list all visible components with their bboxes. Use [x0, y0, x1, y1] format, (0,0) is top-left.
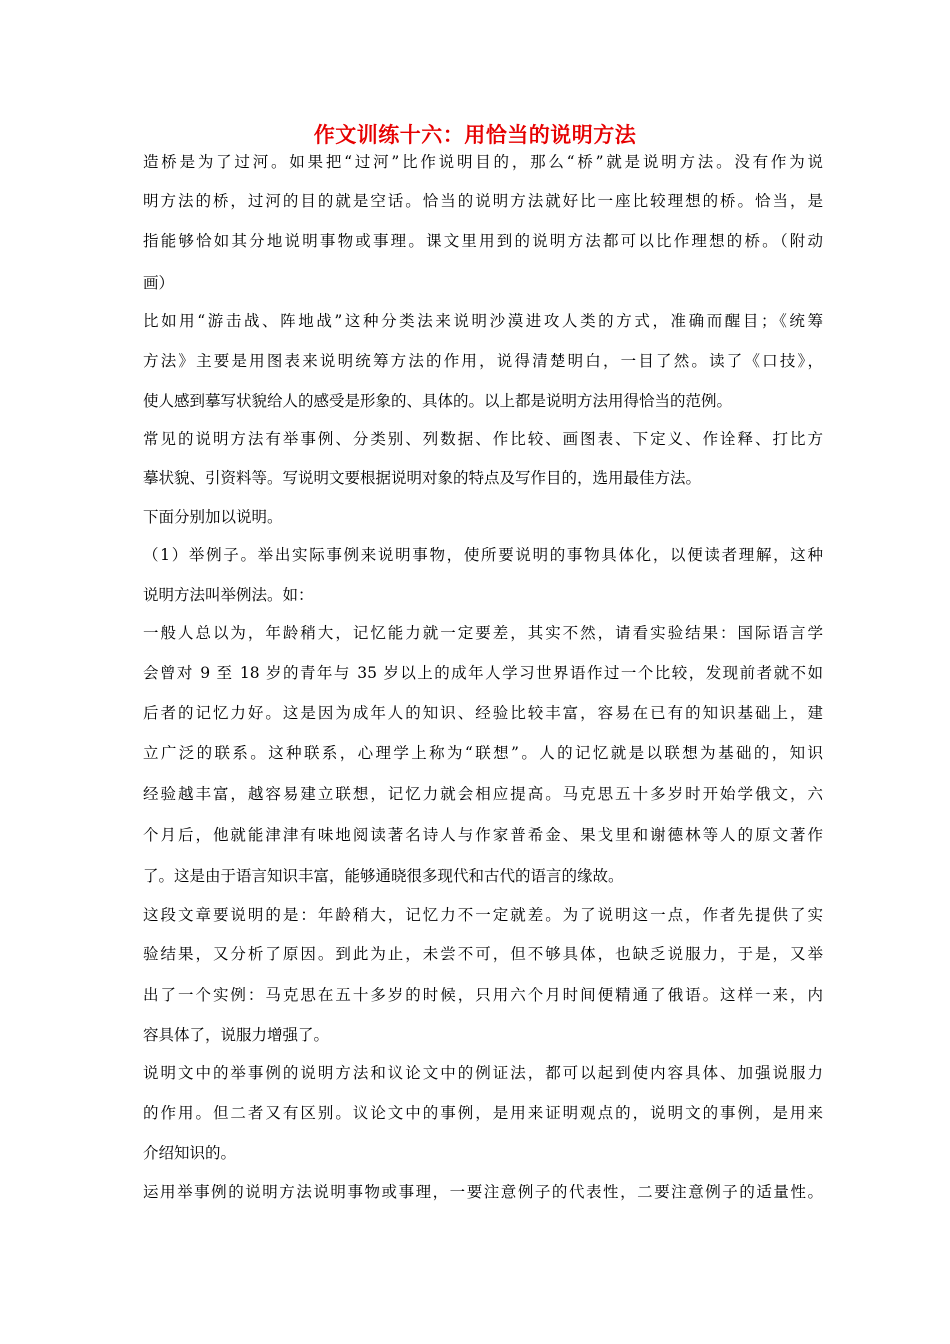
body-line: 指能够恰如其分地说明事物或事理。课文里用到的说明方法都可以比作理想的桥。（附动 — [143, 232, 823, 250]
body-line: 立广泛的联系。这种联系，心理学上称为“联想”。人的记忆就是以联想为基础的，知识 — [143, 744, 823, 762]
body-line: 画） — [143, 274, 175, 292]
body-line: 介绍知识的。 — [143, 1144, 237, 1162]
body-line: 验结果，又分析了原因。到此为止，未尝不可，但不够具体，也缺乏说服力，于是，又举 — [143, 945, 823, 963]
body-line: 经验越丰富，越容易建立联想，记忆力就会相应提高。马克思五十多岁时开始学俄文，六 — [143, 785, 823, 803]
body-line: 后者的记忆力好。这是因为成年人的知识、经验比较丰富，容易在已有的知识基础上，建 — [143, 704, 823, 722]
body-line: 使人感到摹写状貌给人的感受是形象的、具体的。以上都是说明方法用得恰当的范例。 — [143, 392, 733, 410]
body-line: 这段文章要说明的是：年龄稍大，记忆力不一定就差。为了说明这一点，作者先提供了实 — [143, 906, 823, 924]
body-line: 方法》主要是用图表来说明统筹方法的作用，说得清楚明白，一目了然。读了《口技》， — [143, 352, 823, 370]
body-line: 一般人总以为，年龄稍大，记忆能力就一定要差，其实不然，请看实验结果：国际语言学 — [143, 624, 823, 642]
body-line: 会曾对 9 至 18 岁的青年与 35 岁以上的成年人学习世界语作过一个比较，发现前者就不如 — [143, 664, 823, 682]
body-line: 摹状貌、引资料等。写说明文要根据说明对象的特点及写作目的，选用最佳方法。 — [143, 469, 702, 487]
body-line: 个月后，他就能津津有味地阅读著名诗人与作家普希金、果戈里和谢德林等人的原文著作 — [143, 826, 823, 844]
document-title: 作文训练十六：用恰当的说明方法 — [313, 122, 637, 147]
body-line: 了。这是由于语言知识丰富，能够通晓很多现代和古代的语言的缘故。 — [143, 867, 624, 885]
body-line: 下面分别加以说明。 — [143, 508, 283, 526]
body-line: 的作用。但二者又有区别。议论文中的事例，是用来证明观点的，说明文的事例，是用来 — [143, 1104, 823, 1122]
body-line: （1）举例子。举出实际事例来说明事物，使所要说明的事物具体化，以便读者理解，这种 — [143, 546, 823, 564]
body-line: 容具体了，说服力增强了。 — [143, 1026, 330, 1044]
body-line: 明方法的桥，过河的目的就是空话。恰当的说明方法就好比一座比较理想的桥。恰当，是 — [143, 192, 823, 210]
body-line: 常见的说明方法有举事例、分类别、列数据、作比较、画图表、下定义、作诠释、打比方 — [143, 430, 823, 448]
body-line: 造桥是为了过河。如果把“过河”比作说明目的，那么“桥”就是说明方法。没有作为说 — [143, 153, 823, 171]
body-line: 出了一个实例：马克思在五十多岁的时候，只用六个月时间便精通了俄语。这样一来，内 — [143, 986, 823, 1004]
body-line: 说明方法叫举例法。如： — [143, 586, 314, 604]
body-line: 比如用“游击战、阵地战”这种分类法来说明沙漠进攻人类的方式，准确而醒目；《统筹 — [143, 312, 823, 330]
body-line: 运用举事例的说明方法说明事物或事理，一要注意例子的代表性，二要注意例子的适量性。 — [143, 1183, 823, 1201]
body-line: 说明文中的举事例的说明方法和议论文中的例证法，都可以起到使内容具体、加强说服力 — [143, 1064, 823, 1082]
